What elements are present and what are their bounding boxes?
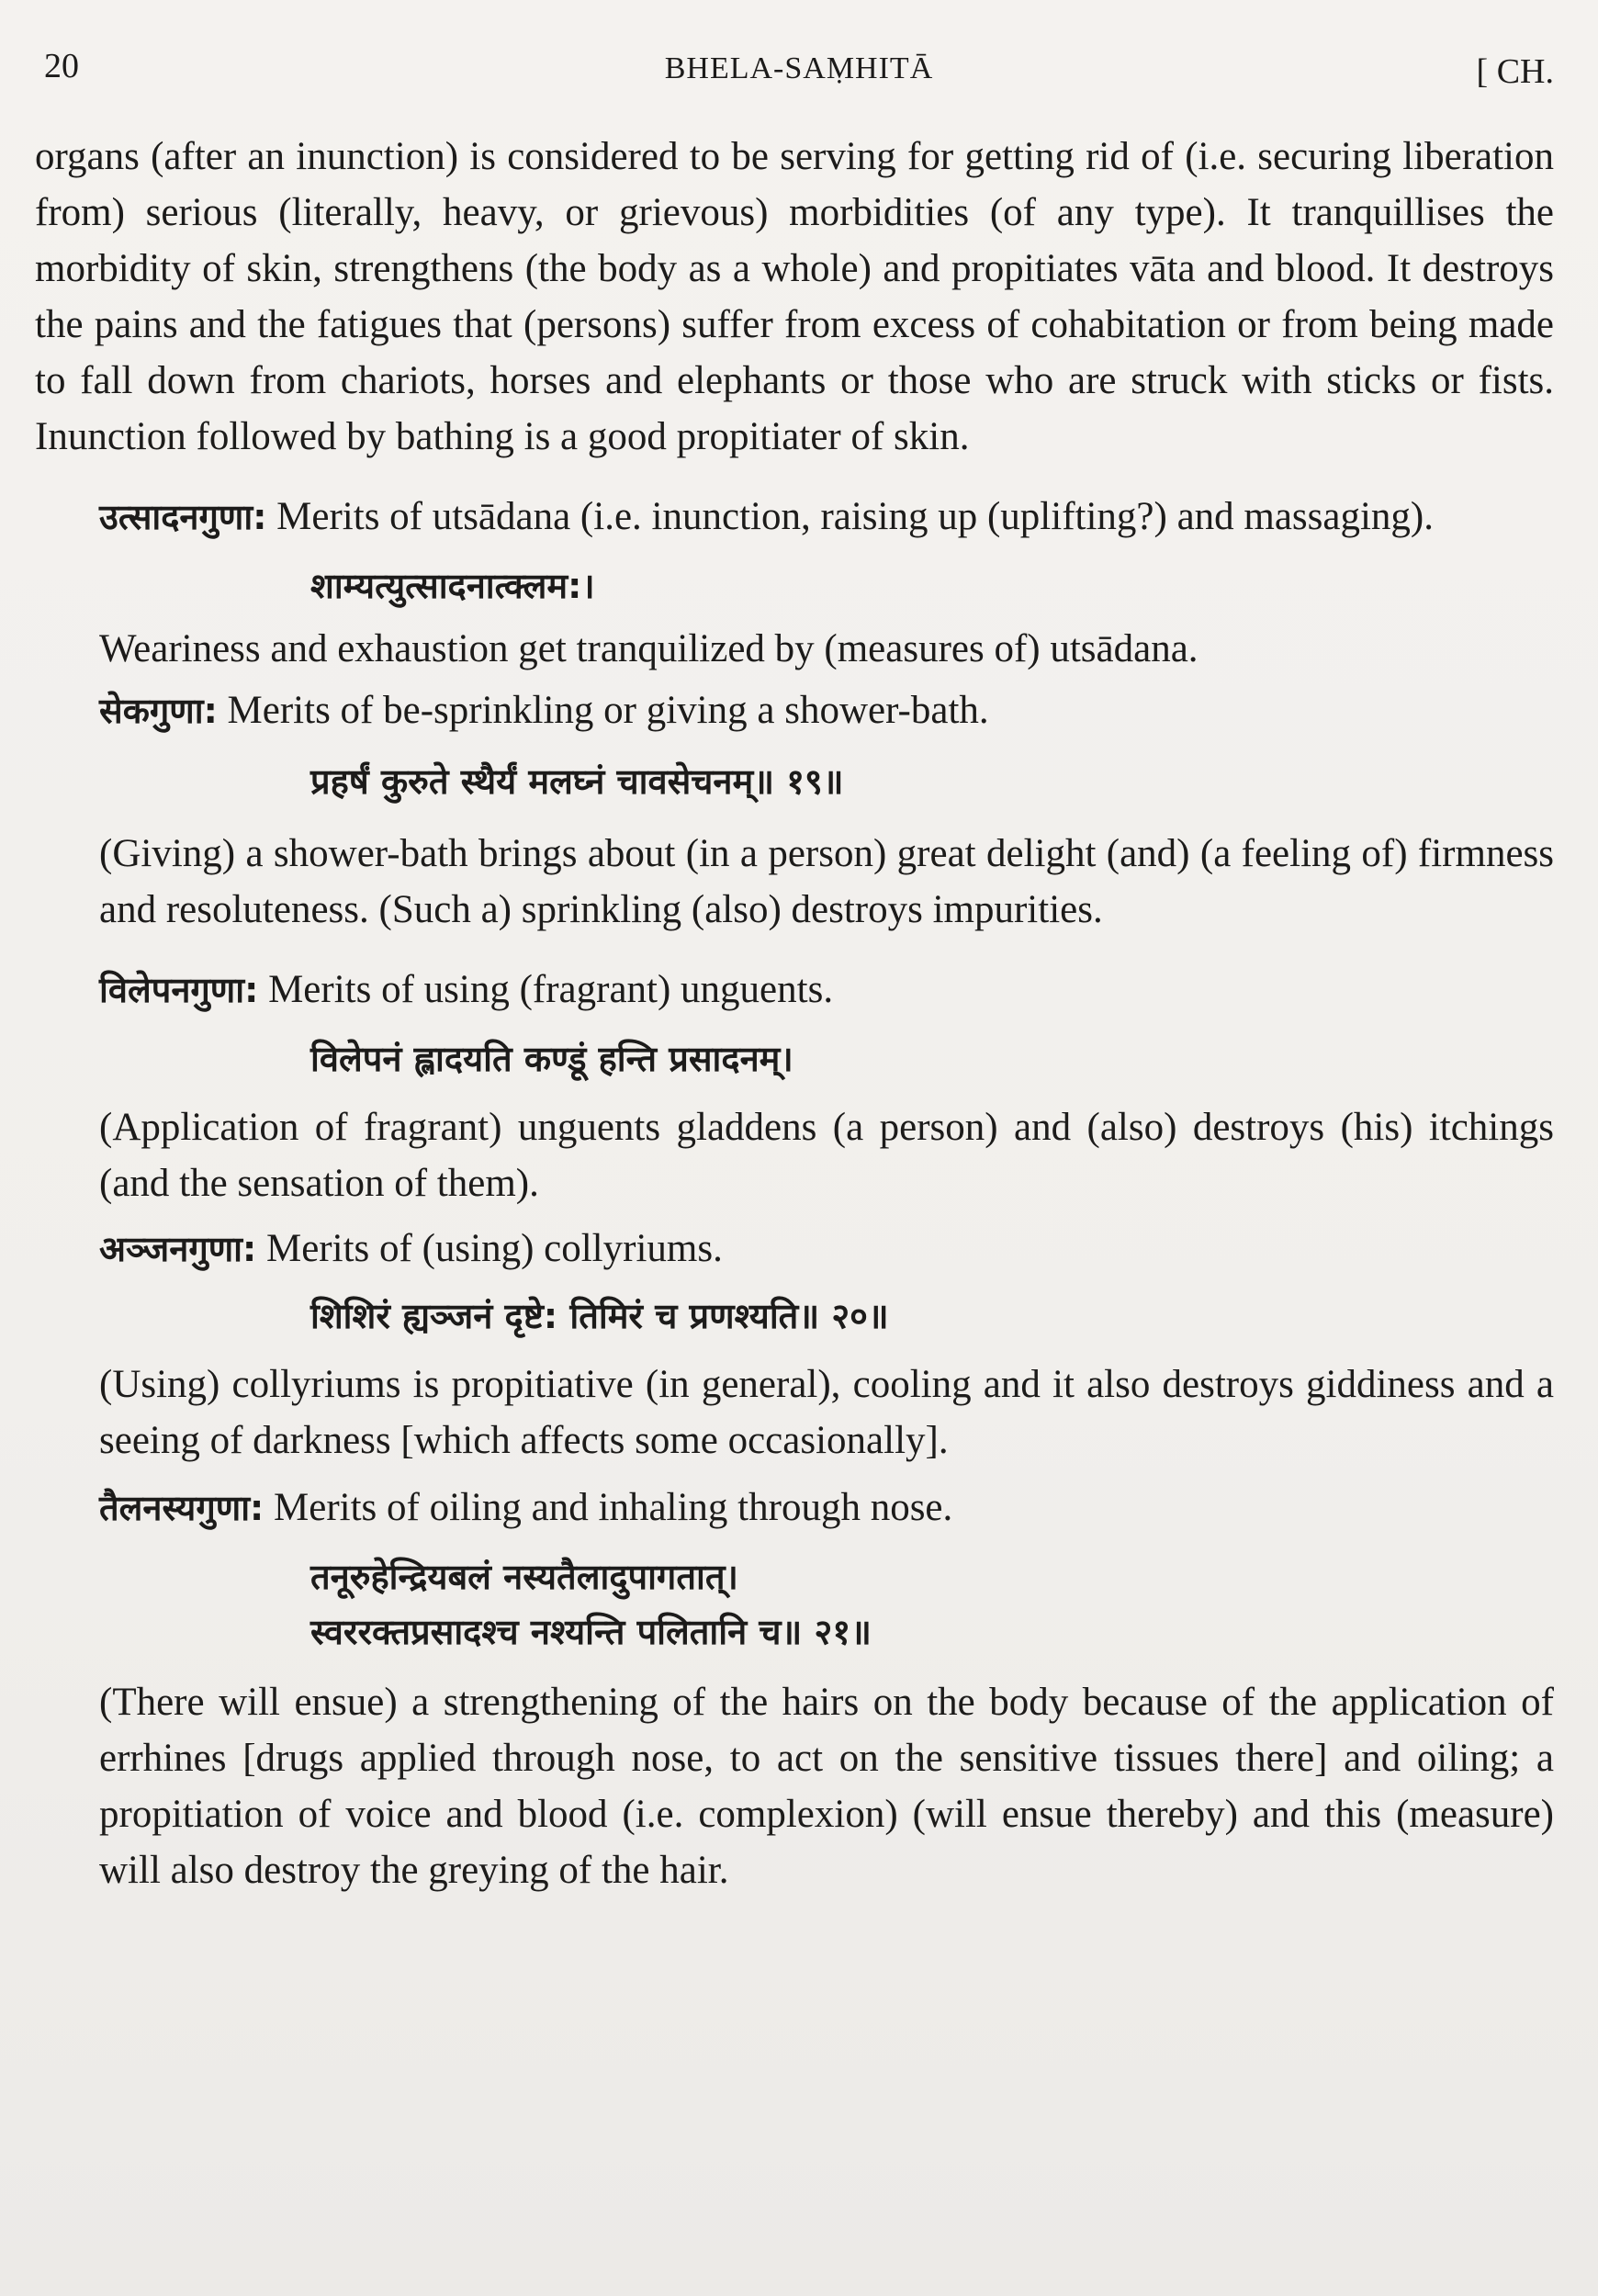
page-number: 20 — [44, 47, 79, 85]
section-heading — [35, 1480, 1554, 1536]
heading-english: Merits of be-sprinkling or giving a shower-bath. — [217, 689, 989, 732]
translation: Weariness and exhaustion get tranquilized by (measures of) utsādana. — [99, 627, 1198, 670]
verse-line: प्रहर्षं कुरुते स्थैर्यं मलघ्नं चावसेचनम्॥ १९॥ — [310, 761, 844, 802]
translation: (There will ensue) a strengthening of the hairs on the body because of the application of errhines [drugs applied through nose, to act on the sensitive tissues there] and oiling; a propitiation of voice and blood (i.e. complexion) (will ensue thereby) and this (measure) will also destroy the greying of the hair. — [99, 1681, 1554, 1892]
translation: (Application of fragrant) unguents gladdens (a person) and (also) destroys (his) itchings (and the sensation of them). — [99, 1106, 1554, 1205]
heading-english: Merits of utsādana (i.e. inunction, raising up (uplifting?) and massaging). — [266, 495, 1435, 538]
heading-sanskrit: उत्सादनगुणा: — [99, 497, 267, 537]
page-header — [44, 37, 1554, 101]
section-vilepana — [35, 962, 1554, 1211]
heading-sanskrit: सेकगुणा: — [99, 691, 218, 731]
section-heading — [35, 962, 1554, 1019]
section-taila-nasya — [35, 1480, 1554, 1898]
section-heading — [35, 1221, 1554, 1277]
page-body — [35, 129, 1554, 1898]
chapter-marker: [ CH. — [1476, 52, 1554, 91]
section-seka — [35, 682, 1554, 938]
heading-english: Merits of using (fragrant) unguents. — [258, 968, 834, 1011]
running-title: BHELA-SAṂHITĀ — [664, 51, 934, 85]
section-heading — [35, 489, 1554, 546]
section-heading — [35, 682, 1554, 739]
translation: (Using) collyriums is propitiative (in general), cooling and it also destroys giddiness and a seeing of darkness [which affects some occasionally]. — [99, 1363, 1554, 1462]
translation: (Giving) a shower-bath brings about (in a person) great delight (and) (a feeling of) firmness and resoluteness. (Such a) sprinkling (also) destroys impurities. — [99, 832, 1554, 931]
section-utsadana — [35, 489, 1554, 677]
heading-sanskrit: तैलनस्यगुणा: — [99, 1488, 264, 1528]
verse-line: विलेपनं ह्लादयति कण्डूं हन्ति प्रसादनम्। — [310, 1039, 793, 1079]
opening-paragraph: organs (after an inunction) is considered to be serving for getting rid of (i.e. securing liberation from) serious (literally, heavy, or grievous) morbidities (of any type). It tranquillises the morbidity of skin, strengthens (the body as a whole) and propitiates vāta and blood. It destroys the pains and the fatigues that (persons) suffer from excess of cohabitation or from being made to fall down from chariots, horses and elephants or those who are struck with sticks or fists. Inunction followed by bathing is a good propitiater of skin. — [35, 135, 1554, 458]
verse-line: शाम्यत्युत्सादनात्क्लम:। — [310, 566, 595, 606]
verse-line: शिशिरं ह्यञ्जनं दृष्टे: तिमिरं च प्रणश्यति॥ २०॥ — [310, 1296, 889, 1336]
section-anjana — [35, 1221, 1554, 1469]
heading-sanskrit: विलेपनगुणा: — [99, 970, 259, 1010]
heading-english: Merits of oiling and inhaling through nose. — [264, 1486, 953, 1529]
heading-english: Merits of (using) collyriums. — [256, 1227, 723, 1270]
heading-sanskrit: अञ्जनगुणा: — [99, 1229, 257, 1269]
verse-line: तनूरुहेन्द्रियबलं नस्यतैलादुपागतात्। — [310, 1557, 738, 1597]
verse-line: स्वररक्तप्रसादश्च नश्यन्ति पलितानि च॥ २१॥ — [310, 1612, 872, 1652]
